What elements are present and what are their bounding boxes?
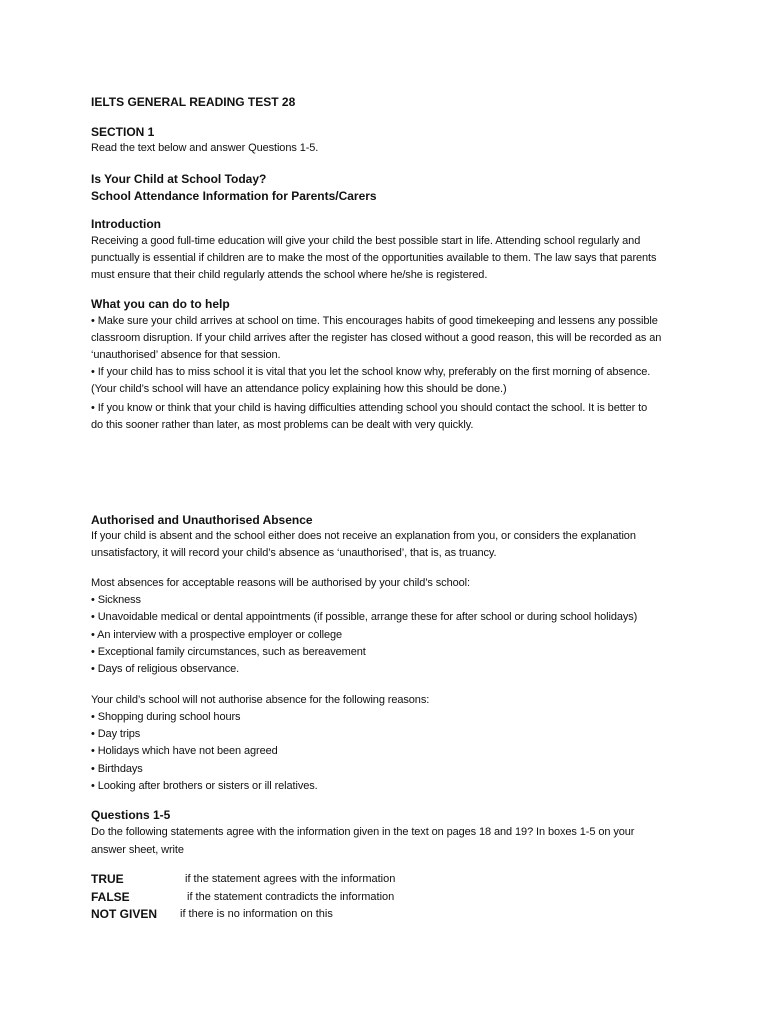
answer-definition-false: if the statement contradicts the information: [187, 891, 395, 903]
list-item: • Exceptional family circumstances, such as bereavement: [91, 646, 366, 658]
list-item: • Days of religious observance.: [91, 663, 240, 675]
passage-title: Is Your Child at School Today?: [91, 172, 267, 186]
paragraph-line: Do the following statements agree with the information given in the text on pages 18 and 19? In boxes 1-5 on your: [91, 826, 635, 838]
list-item: • Sickness: [91, 594, 141, 606]
absence-heading: Authorised and Unauthorised Absence: [91, 513, 313, 527]
paragraph-line: If your child is absent and the school either does not receive an explanation from you, or considers the explanation: [91, 530, 636, 542]
paragraph-line: • If your child has to miss school it is vital that you let the school know why, preferably on the first morning of absence.: [91, 366, 651, 378]
answer-definition-not-given: if there is no information on this: [180, 908, 333, 920]
instruction-text: Read the text below and answer Questions 1-5.: [91, 142, 319, 154]
paragraph-line: must ensure that their child regularly attends the school where he/she is registered.: [91, 269, 488, 281]
list-item: • Looking after brothers or sisters or ill relatives.: [91, 780, 318, 792]
paragraph-line: • Make sure your child arrives at school on time. This encourages habits of good timekeeping and lessens any possible: [91, 315, 658, 327]
help-heading: What you can do to help: [91, 297, 230, 311]
paragraph-line: (Your child’s school will have an attendance policy explaining how this should be done.): [91, 383, 507, 395]
paragraph-line: do this sooner rather than later, as most problems can be dealt with very quickly.: [91, 419, 474, 431]
paragraph-line: answer sheet, write: [91, 844, 184, 856]
questions-heading: Questions 1-5: [91, 808, 171, 822]
passage-subtitle: School Attendance Information for Parents/Carers: [91, 189, 377, 203]
test-title: IELTS GENERAL READING TEST 28: [91, 95, 296, 109]
list-item: • Day trips: [91, 728, 141, 740]
authorised-intro: Most absences for acceptable reasons will be authorised by your child’s school:: [91, 577, 470, 589]
answer-term-not-given: NOT GIVEN: [91, 907, 158, 921]
list-item: • Holidays which have not been agreed: [91, 745, 278, 757]
list-item: • Shopping during school hours: [91, 711, 241, 723]
introduction-heading: Introduction: [91, 217, 161, 231]
paragraph-line: ‘unauthorised’ absence for that session.: [91, 349, 281, 361]
list-item: • An interview with a prospective employer or college: [91, 629, 343, 641]
list-item: • Unavoidable medical or dental appointments (if possible, arrange these for after school or during school holidays): [91, 611, 638, 623]
paragraph-line: classroom disruption. If your child arrives after the register has closed without a good reason, this will be recorded as an: [91, 332, 662, 344]
answer-term-false: FALSE: [91, 890, 130, 904]
paragraph-line: punctually is essential if children are to make the most of the opportunities available to them. The law says that parents: [91, 252, 657, 264]
paragraph-line: • If you know or think that your child is having difficulties attending school you should contact the school. It is better to: [91, 402, 648, 414]
list-item: • Birthdays: [91, 763, 143, 775]
section-heading: SECTION 1: [91, 125, 155, 139]
paragraph-line: unsatisfactory, it will record your child’s absence as ‘unauthorised’, that is, as truancy.: [91, 547, 497, 559]
unauthorised-intro: Your child’s school will not authorise absence for the following reasons:: [91, 694, 430, 706]
answer-definition-true: if the statement agrees with the information: [185, 873, 396, 885]
paragraph-line: Receiving a good full-time education will give your child the best possible start in life. Attending school regularly and: [91, 235, 641, 247]
answer-term-true: TRUE: [91, 872, 124, 886]
